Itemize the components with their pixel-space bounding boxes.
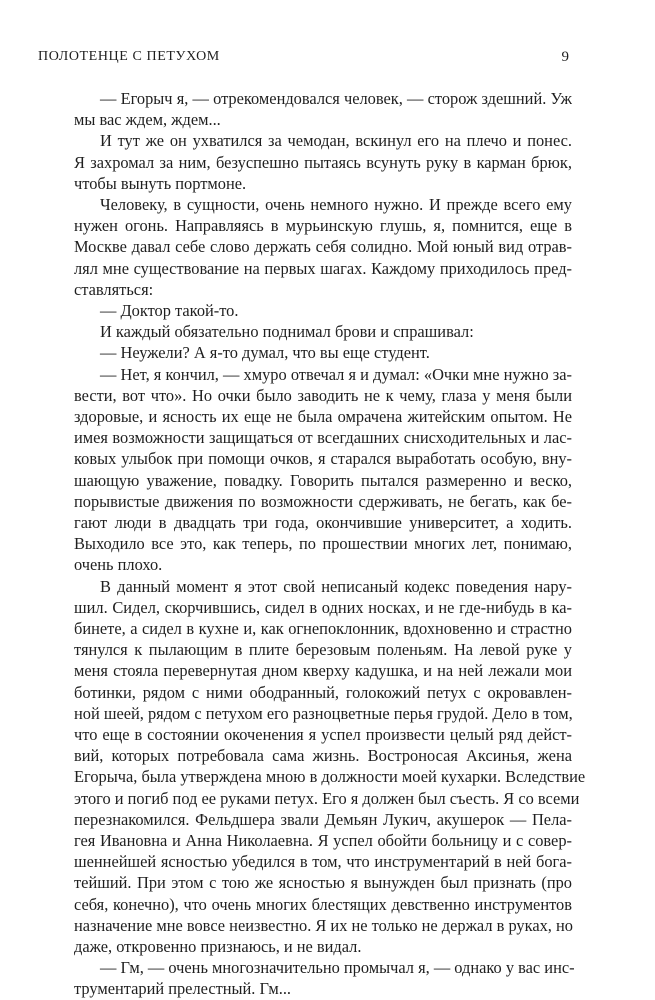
page-number: 9 bbox=[561, 49, 569, 65]
text-line: — Неужели? А я-то думал, что вы еще студент. bbox=[100, 343, 430, 363]
text-line: мы вас ждем, ждем... bbox=[74, 110, 221, 130]
text-line: здоровые, и ясность их еще не была омрачена житейским опытом. Не bbox=[74, 407, 572, 426]
text-line: шающую уважение, повадку. Говорить пытался размеренно и веско, bbox=[74, 470, 572, 490]
text-line: вести, вот что». Но очки было заводить не к чему, глаза у меня были bbox=[74, 385, 572, 405]
text-line: — Доктор такой-то. bbox=[100, 301, 239, 320]
text-line: порывистые движения по возможности сдерживать, не бегать, как бе- bbox=[74, 491, 572, 511]
text-line: — Нет, я кончил, — хмуро отвечал я и думал: «Очки мне нужно за- bbox=[100, 364, 572, 384]
running-title: ПОЛОТЕНЦЕ С ПЕТУХОМ bbox=[38, 49, 220, 64]
text-line: нужен огонь. Направляясь в мурьинскую глушь, я, помнится, еще в bbox=[74, 216, 572, 236]
text-line: бинете, а сидел в кухне и, как огнепоклонник, вдохновенно и страстно bbox=[74, 619, 572, 638]
text-line: чтобы вынуть портмоне. bbox=[74, 173, 247, 193]
text-line: ботинки, рядом с ними ободранный, голокожий петух с окровавлен- bbox=[74, 682, 572, 702]
text-line: — Гм, — очень многозначительно промычал я, — однако у вас инс- bbox=[100, 958, 575, 978]
text-line: Выходило все это, как теперь, по прошествии многих лет, понимаю, bbox=[74, 534, 572, 554]
text-line: В данный момент я этот свой неписаный кодекс поведения нару- bbox=[100, 576, 572, 596]
text-line: Я захромал за ним, безуспешно пытаясь всунуть руку в карман брюк, bbox=[74, 152, 572, 172]
text-line: что еще в состоянии окоченения я успел произвести целый ряд дейст- bbox=[74, 725, 572, 744]
text-line: лял мне существование на первых шагах. Каждому приходилось пред- bbox=[74, 258, 572, 278]
text-line: шил. Сидел, скорчившись, сидел в одних носках, и не где-нибудь в ка- bbox=[74, 597, 572, 617]
text-line: ставляться: bbox=[74, 279, 154, 299]
text-line: очень плохо. bbox=[74, 555, 163, 575]
text-line: Егорыча, была утверждена мною в должности моей кухарки. Вследствие bbox=[74, 767, 586, 787]
text-line: ковых улыбок при помощи очков, я старался выработать особую, вну- bbox=[74, 449, 572, 469]
text-line: себя, конечно), что очень многих блестящих девственно инструментов bbox=[74, 894, 572, 914]
text-line: меня стояла перевернутая дном кверху кадушка, и на ней лежали мои bbox=[74, 661, 572, 681]
text-line: Человеку, в сущности, очень немного нужно. И прежде всего ему bbox=[100, 195, 572, 214]
text-line: Москве давал себе слово держать себя солидно. Мой юный вид отрав- bbox=[74, 237, 572, 257]
text-line: вий, которых потребовала сама жизнь. Востроносая Аксинья, жена bbox=[74, 746, 572, 766]
text-line: тянулся к пылающим в плите березовым поленьям. На левой руке у bbox=[74, 640, 572, 660]
text-line: гея Ивановна и Анна Николаевна. Я успел обойти больницу и с совер- bbox=[74, 831, 572, 850]
text-line: имея возможности защищаться от всегдашних снисходительных и лас- bbox=[74, 428, 572, 448]
text-line: даже, откровенно признаюсь, и не видал. bbox=[74, 937, 362, 956]
text-line: И тут же он ухватился за чемодан, вскинул его на плечо и понес. bbox=[100, 131, 572, 151]
text-line: трументарий прелестный. Гм... bbox=[74, 979, 292, 999]
text-line: — Егорыч я, — отрекомендовался человек, — сторож здешний. Уж bbox=[100, 89, 572, 108]
text-line: И каждый обязательно поднимал брови и спрашивал: bbox=[100, 322, 474, 342]
text-line: перезнакомился. Фельдшера звали Демьян Лукич, акушерок — Пела- bbox=[74, 809, 572, 829]
text-line: гают люди в двадцать три года, окончившие университет, а ходить. bbox=[74, 513, 572, 532]
text-line: шеннейшей ясностью убедился в том, что инструментарий в ней бога- bbox=[74, 852, 572, 872]
text-line: ной шеей, рядом с петухом его разноцветные перья грудой. Дело в том, bbox=[74, 703, 573, 723]
text-line: назначение мне вовсе неизвестно. Я их не только не держал в руках, но bbox=[74, 915, 573, 935]
text-line: этого и погиб под ее руками петух. Его я должен был съесть. Я со всеми bbox=[74, 788, 580, 808]
text-line: тейший. При этом с тою же ясностью я вынужден был признать (про bbox=[74, 873, 572, 893]
body-text bbox=[74, 88, 586, 999]
page-header bbox=[38, 47, 569, 67]
